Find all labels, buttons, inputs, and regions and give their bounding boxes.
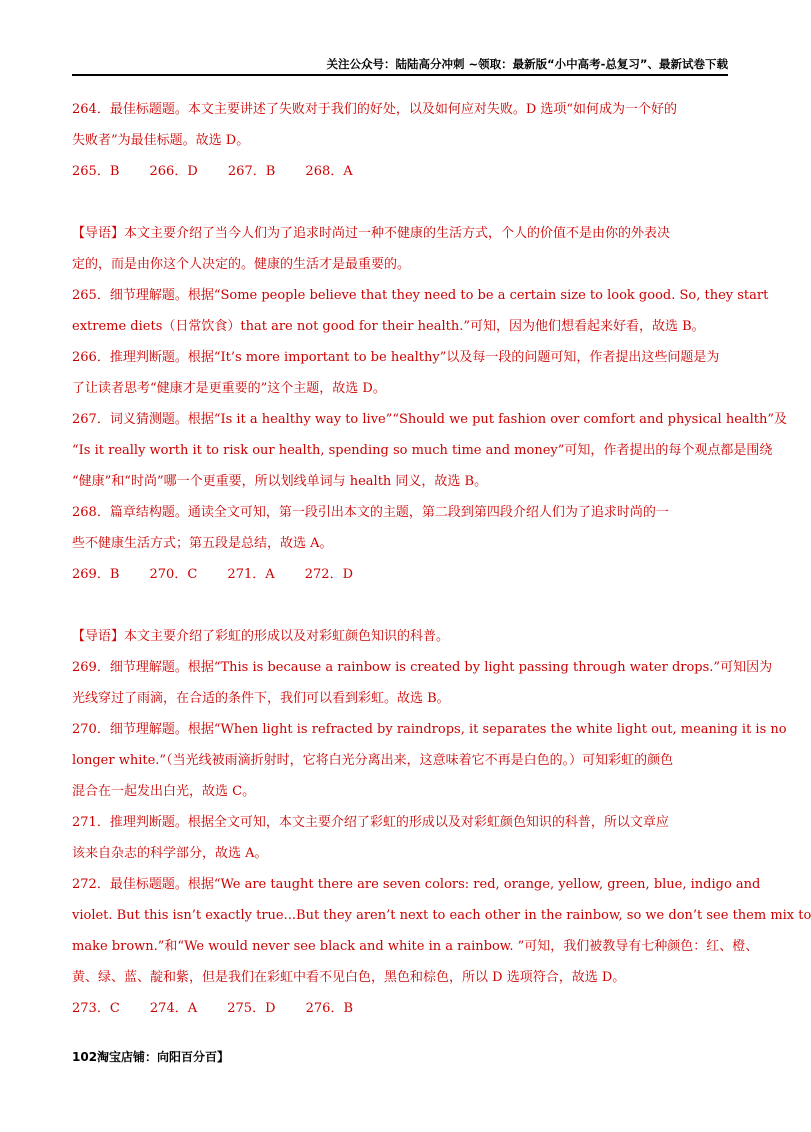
text-line: longer white.”（当光线被雨滴折射时，它将白光分离出来，这意味着它不再是白色的。）可知彩虹的颜色 xyxy=(72,753,674,768)
text-line: 267．词义猜测题。根据“Is it a healthy way to live”“Should we put fashion over comfort and physical health”及 xyxy=(72,412,788,427)
text-line: 266．推理判断题。根据“It’s more important to be healthy”以及每一段的问题可知，作者提出这些问题是为 xyxy=(72,350,720,365)
text-line: 失败者”为最佳标题。故选 D。 xyxy=(72,133,250,148)
answer-key-row xyxy=(72,156,728,187)
answer-key: 271．A xyxy=(227,567,275,582)
text-line: violet. But this isn’t exactly true...But they aren’t next to each other in the rainbow, so we don’t see them mix to xyxy=(72,908,811,923)
text-line: 268．篇章结构题。通读全文可知，第一段引出本文的主题，第二段到第四段介绍人们为了追求时尚的一 xyxy=(72,505,669,520)
answer-content xyxy=(72,94,811,1024)
text-line: 270．细节理解题。根据“When light is refracted by raindrops, it separates the white light out, meaning it is no xyxy=(72,722,787,737)
text-line: 黄、绿、蓝、靛和紫，但是我们在彩虹中看不见白色，黑色和棕色，所以 D 选项符合，故选 D。 xyxy=(72,970,626,985)
text-line: 271．推理判断题。根据全文可知，本文主要介绍了彩虹的形成以及对彩虹颜色知识的科普，所以文章应 xyxy=(72,815,669,830)
text-line: extreme diets（日常饮食）that are not good for their health.”可知，因为他们想看起来好看，故选 B。 xyxy=(72,319,705,334)
text-line: 272．最佳标题题。根据“We are taught there are seven colors: red, orange, yellow, green, blue, indigo and xyxy=(72,877,761,892)
text-line: 光线穿过了雨滴，在合适的条件下，我们可以看到彩虹。故选 B。 xyxy=(72,691,450,706)
text-line: 269．细节理解题。根据“This is because a rainbow is created by light passing through water drops.”可知因为 xyxy=(72,660,773,675)
answer-key: 269．B xyxy=(72,567,120,582)
answer-key-row xyxy=(72,993,728,1024)
answer-key: 274．A xyxy=(149,1001,198,1016)
text-line: make brown.”和“We would never see black and white in a rainbow. ”可知，我们被教导有七种颜色：红、橙、 xyxy=(72,939,759,954)
answer-key: 275．D xyxy=(227,1001,276,1016)
answer-key: 265．B xyxy=(72,164,120,179)
text-line: “健康”和“时尚”哪一个更重要，所以划线单词与 health 同义，故选 B。 xyxy=(72,474,488,489)
answer-key: 266．D xyxy=(149,164,198,179)
answer-key: 272．D xyxy=(304,567,354,582)
lead-paragraph: 【导语】本文主要介绍了当今人们为了追求时尚过一种不健康的生活方式，个人的价值不是由你的外表决 xyxy=(72,226,671,241)
answer-key: 268．A xyxy=(305,164,353,179)
answer-key-row xyxy=(72,559,728,590)
answer-key: 270．C xyxy=(149,567,198,582)
page-footer: 102淘宝店铺：向阳百分百】 xyxy=(72,1050,230,1064)
page-header xyxy=(72,54,728,76)
lead-paragraph: 【导语】本文主要介绍了彩虹的形成以及对彩虹颜色知识的科普。 xyxy=(72,629,450,644)
answer-key: 273．C xyxy=(72,1001,120,1016)
header-text: 关注公众号：陆陆高分冲刺 ~领取：最新版“小中高考-总复习”、最新试卷下载 xyxy=(326,57,728,71)
section-gap xyxy=(72,590,728,621)
text-line: 265．细节理解题。根据“Some people believe that they need to be a certain size to look good. So, they start xyxy=(72,288,769,303)
text-line: “Is it really worth it to risk our health, spending so much time and money”可知，作者提出的每个观点都是围绕 xyxy=(72,443,773,458)
answer-key: 276．B xyxy=(305,1001,354,1016)
text-line: 定的，而是由你这个人决定的。健康的生活才是最重要的。 xyxy=(72,257,411,272)
text-line: 了让读者思考“健康才是更重要的”这个主题，故选 D。 xyxy=(72,381,386,396)
text-line: 264．最佳标题题。本文主要讲述了失败对于我们的好处，以及如何应对失败。D 选项“如何成为一个好的 xyxy=(72,102,678,117)
text-line: 些不健康生活方式；第五段是总结，故选 A。 xyxy=(72,536,333,551)
text-line: 混合在一起发出白光，故选 C。 xyxy=(72,784,256,799)
answer-key: 267．B xyxy=(227,164,276,179)
text-line: 该来自杂志的科学部分，故选 A。 xyxy=(72,846,268,861)
section-gap xyxy=(72,187,728,218)
